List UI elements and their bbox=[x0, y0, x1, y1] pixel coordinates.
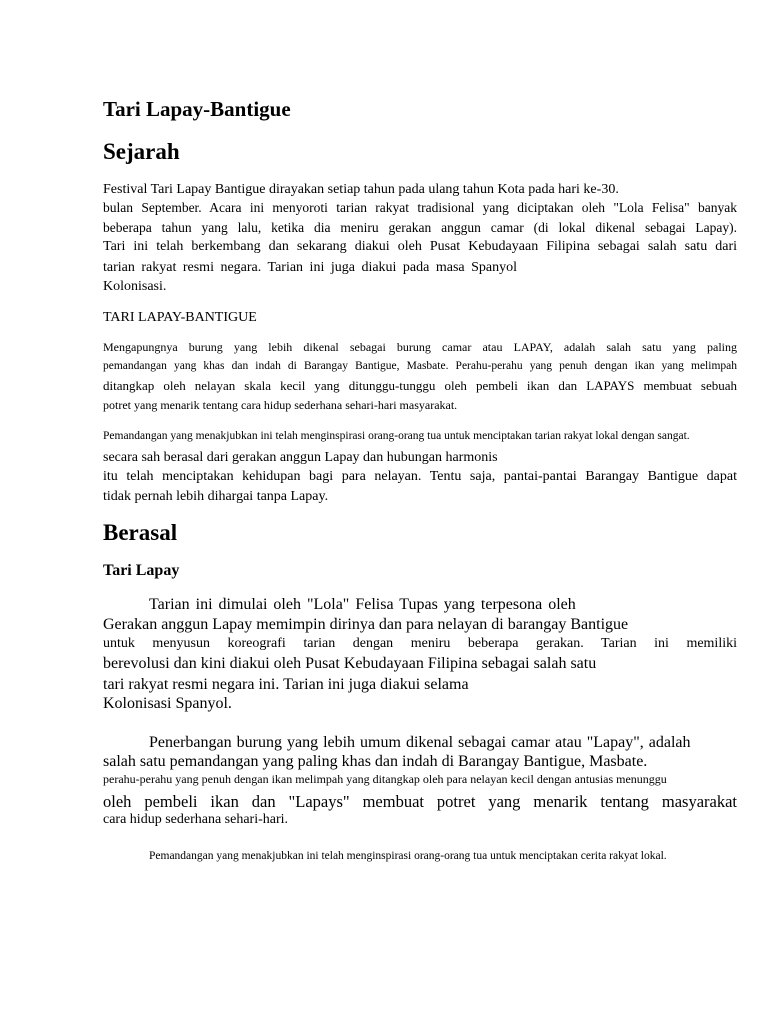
text-line: tidak pernah lebih dihargai tanpa Lapay. bbox=[103, 489, 329, 504]
text-line: Mengapungnya burung yang lebih dikenal sebagai burung camar atau LAPAY, adalah salah satu yang paling bbox=[103, 340, 737, 354]
text-line: ditangkap oleh nelayan skala kecil yang ditunggu-tunggu oleh pembeli ikan dan LAPAYS membuat sebuah bbox=[103, 378, 737, 393]
text-line: Penerbangan burung yang lebih umum dikenal sebagai camar atau "Lapay", adalah bbox=[149, 734, 691, 751]
section-heading-sejarah: Sejarah bbox=[103, 139, 180, 164]
subheading-tari-lapay-bantigue: TARI LAPAY-BANTIGUE bbox=[103, 310, 257, 325]
paragraph-folklore: Pemandangan yang menakjubkan ini telah menginspirasi orang-orang tua untuk menciptakan cerita rakyat lokal. bbox=[149, 850, 667, 862]
document-title: Tari Lapay-Bantigue bbox=[103, 97, 291, 121]
text-line: cara hidup sederhana sehari-hari. bbox=[103, 812, 289, 827]
text-line: Pemandangan yang menakjubkan ini telah menginspirasi orang-orang tua untuk menciptakan tarian rakyat lokal dengan sangat. bbox=[103, 430, 690, 442]
text-line: bulan September. Acara ini menyoroti tarian rakyat tradisional yang diciptakan oleh "Lola Felisa" banyak bbox=[103, 200, 737, 215]
text-line: perahu-perahu yang penuh dengan ikan melimpah yang ditangkap oleh para nelayan kecil dengan antusias menunggu bbox=[103, 772, 667, 786]
text-line: Kolonisasi Spanyol. bbox=[103, 695, 232, 712]
text-line: untuk menyusun koreografi tarian dengan meniru beberapa gerakan. Tarian ini memiliki bbox=[103, 636, 737, 651]
text-line: Festival Tari Lapay Bantigue dirayakan setiap tahun pada ulang tahun Kota pada hari ke-30. bbox=[103, 182, 619, 197]
text-line: oleh pembeli ikan dan "Lapays" membuat potret yang menarik tentang masyarakat bbox=[103, 792, 737, 811]
text-line: Tari ini telah berkembang dan sekarang diakui oleh Pusat Kebudayaan Filipina sebagai salah satu dari bbox=[103, 239, 737, 254]
section-heading-berasal: Berasal bbox=[103, 520, 178, 545]
subheading-tari-lapay: Tari Lapay bbox=[103, 562, 180, 579]
text-line: tarian rakyat resmi negara. Tarian ini juga diakui pada masa Spanyol bbox=[103, 260, 518, 275]
text-line: secara sah berasal dari gerakan anggun Lapay dan hubungan harmonis bbox=[103, 450, 498, 465]
text-line: itu telah menciptakan kehidupan bagi para nelayan. Tentu saja, pantai-pantai Barangay Bantigue dapat bbox=[103, 469, 737, 484]
text-line: potret yang menarik tentang cara hidup sederhana sehari-hari masyarakat. bbox=[103, 398, 458, 412]
text-line: pemandangan yang khas dan indah di Barangay Bantigue, Masbate. Perahu-perahu yang penuh dengan ikan yang melimpah bbox=[103, 360, 737, 372]
text-line: Kolonisasi. bbox=[103, 279, 167, 294]
text-line: berevolusi dan kini diakui oleh Pusat Kebudayaan Filipina sebagai salah satu bbox=[103, 655, 597, 672]
text-line: Gerakan anggun Lapay memimpin dirinya dan para nelayan di barangay Bantigue bbox=[103, 616, 629, 633]
text-line: Tarian ini dimulai oleh "Lola" Felisa Tupas yang terpesona oleh bbox=[149, 596, 576, 613]
text-line: tari rakyat resmi negara ini. Tarian ini juga diakui selama bbox=[103, 676, 469, 693]
text-line: salah satu pemandangan yang paling khas dan indah di Barangay Bantigue, Masbate. bbox=[103, 753, 648, 770]
text-line: beberapa tahun yang lalu, ketika dia meniru gerakan anggun camar (di lokal dikenal sebagai Lapay). bbox=[103, 220, 737, 235]
